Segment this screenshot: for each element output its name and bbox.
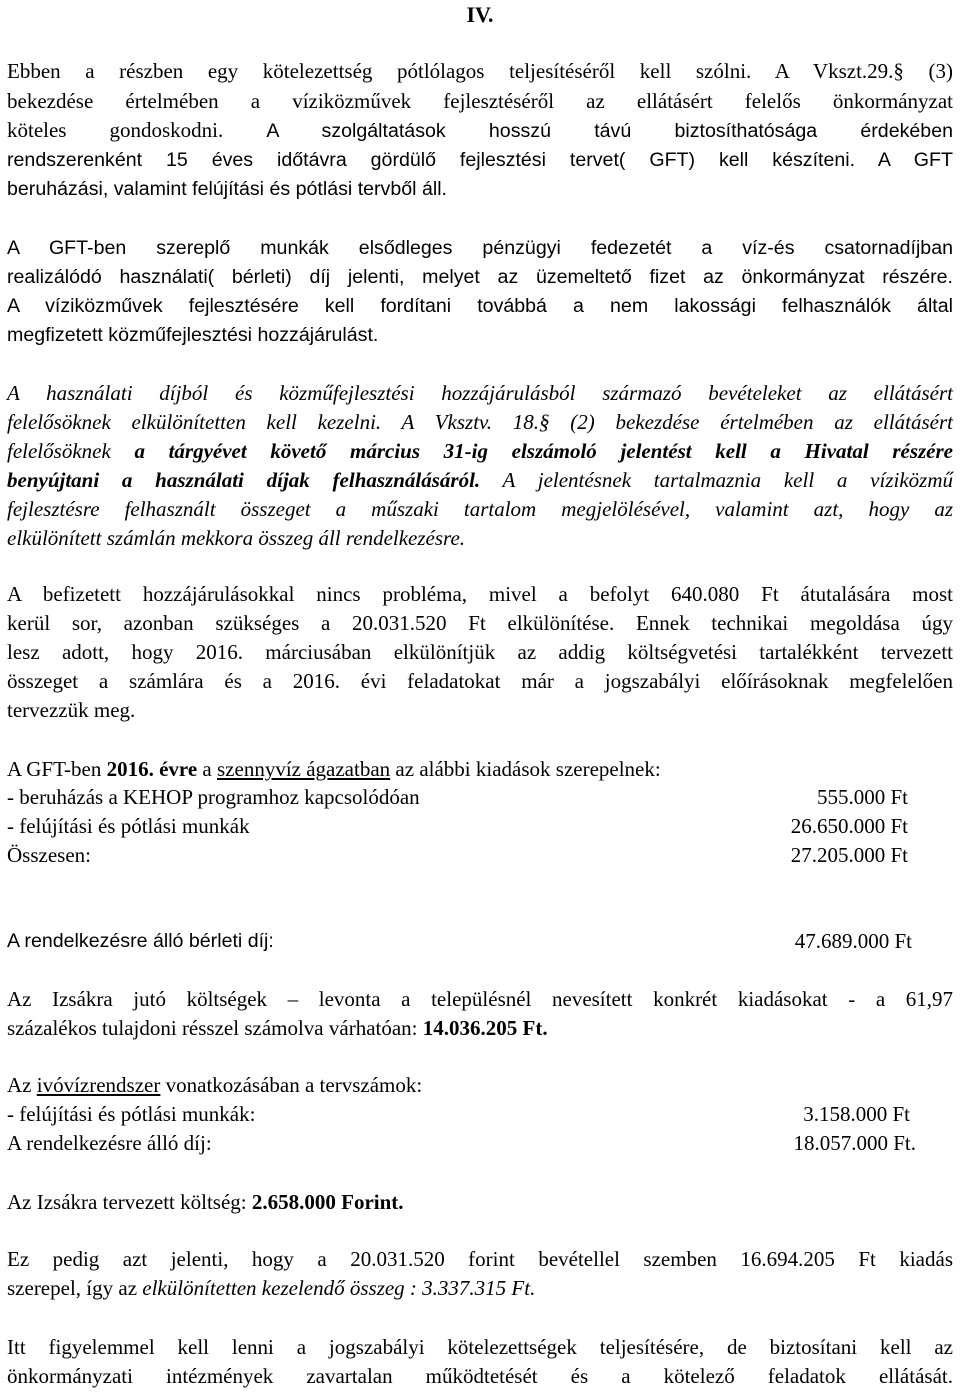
cost-row-amount: 555.000 Ft — [816, 785, 908, 809]
text-run: az alábbi kiadások szerepelnek: — [390, 757, 661, 781]
paragraph-line: elkülönített számlán mekkora összeg áll rendelkezésre. — [7, 526, 466, 550]
paragraph-line: Ez pedig azt jelenti, hogy a 20.031.520 forint bevétellel szemben 16.694.205 Ft kiadás — [7, 1247, 953, 1271]
paragraph-line — [7, 1016, 953, 1040]
cost-row-label: - beruházás a KEHOP programhoz kapcsolódóan — [7, 785, 420, 809]
available-fee-amount: 47.689.000 Ft — [794, 929, 912, 953]
paragraph-line: A GFT-ben szereplő munkák elsődleges pénzügyi fedezetét a víz-és csatornadíjban — [7, 237, 953, 259]
paragraph-line: Ebben a részben egy kötelezettség pótlólagos teljesítéséről kell szólni. A Vkszt.29.§ (3) — [7, 59, 953, 83]
paragraph-line — [7, 1276, 953, 1300]
gft-2016-intro — [7, 757, 953, 781]
paragraph-line: rendszerenként 15 éves időtávra gördülő fejlesztési tervet( GFT) kell készíteni. A GFT — [7, 149, 953, 171]
cost-row-label: - felújítási és pótlási munkák — [7, 814, 250, 838]
text-run: felelősöknek — [7, 439, 135, 463]
cost-row-amount: 3.158.000 Ft — [803, 1102, 910, 1126]
paragraph-line: A víziközművek fejlesztésére kell fordítani továbbá a nem lakossági felhasználók által — [7, 295, 953, 317]
paragraph-line: önkormányzati intézmények zavartalan működtetését és a kötelező feladatok ellátását. — [7, 1364, 953, 1388]
text-run-bold: a tárgyévet követő március 31-ig elszámoló jelentést kell a Hivatal részére — [134, 439, 953, 463]
text-run: Az Izsákra tervezett költség: — [7, 1190, 252, 1214]
izsak-planned-cost — [7, 1190, 953, 1214]
text-run-bold: benyújtani a használati díjak felhasználásáról. — [7, 468, 481, 492]
drinking-water-intro — [7, 1073, 953, 1097]
paragraph-line: kerül sor, azonban szükséges a 20.031.520 Ft elkülönítése. Ennek technikai megoldása úgy — [7, 611, 953, 635]
text-run: vonatkozásában a tervszámok: — [160, 1073, 423, 1097]
paragraph-line: A használati díjból és közműfejlesztési hozzájárulásból származó bevételeket az ellátásért — [7, 381, 953, 405]
paragraph-line: Itt figyelemmel kell lenni a jogszabályi kötelezettségek teljesítésére, de biztosítani kell az — [7, 1335, 953, 1359]
paragraph-line: tervezzük meg. — [7, 698, 136, 722]
cost-row-amount: 26.650.000 Ft — [790, 814, 908, 838]
text-run-underline: ivóvízrendszer — [36, 1073, 161, 1097]
paragraph-line — [7, 468, 953, 492]
text-run-bold: 2.658.000 Forint. — [251, 1190, 404, 1214]
paragraph-line: megfizetett közműfejlesztési hozzájárulást. — [7, 324, 379, 346]
available-fee-label: A rendelkezésre álló bérleti díj: — [7, 930, 274, 952]
text-run-bold: 2016. évre — [106, 757, 198, 781]
text-run: A GFT-ben — [7, 757, 107, 781]
cost-row-amount: 18.057.000 Ft. — [793, 1131, 916, 1155]
paragraph-line: A befizetett hozzájárulásokkal nincs probléma, mivel a befolyt 640.080 Ft átutalására most — [7, 582, 953, 606]
text-run-bold: 14.036.205 Ft. — [422, 1016, 548, 1040]
total-row-amount: 27.205.000 Ft — [790, 843, 908, 867]
text-run: A szolgáltatások hosszú távú biztosíthatósága érdekében — [266, 120, 953, 142]
cost-row-label: - felújítási és pótlási munkák: — [7, 1102, 256, 1126]
paragraph-line: Az Izsákra jutó költségek – levonta a településnél nevesített konkrét kiadásokat - a 61,97 — [7, 987, 953, 1011]
paragraph-line: beruházási, valamint felújítási és pótlási tervből áll. — [7, 178, 447, 200]
text-run: százalékos tulajdoni résszel számolva várhatóan: — [7, 1016, 423, 1040]
text-run: szerepel, így az — [7, 1276, 143, 1300]
total-row-label: Összesen: — [7, 843, 91, 867]
text-run-italic: elkülönítetten kezelendő összeg : 3.337.315 Ft. — [142, 1276, 536, 1300]
text-run-underline: szennyvíz ágazatban — [217, 757, 391, 781]
cost-row-label: A rendelkezésre álló díj: — [7, 1131, 212, 1155]
text-run: a — [197, 757, 217, 781]
text-run: Az — [7, 1073, 37, 1097]
paragraph-line — [7, 118, 953, 143]
paragraph-line: felelősöknek elkülönítetten kell kezelni. A Vksztv. 18.§ (2) bekezdése értelmében az ellátásért — [7, 410, 953, 434]
section-heading: IV. — [466, 2, 494, 27]
text-run: A jelentésnek tartalmaznia kell a víziközmű — [480, 468, 953, 492]
paragraph-line: fejlesztésre felhasznált összeget a műszaki tartalom megjelölésével, valamint azt, hogy az — [7, 497, 953, 521]
paragraph-line: lesz adott, hogy 2016. márciusában elkülönítjük az addig költségvetési tartalékként tervezett — [7, 640, 953, 664]
paragraph-line — [7, 439, 953, 463]
paragraph-line: realizálódó használati( bérleti) díj jelenti, melyet az üzemeltető fizet az önkormányzat részére. — [7, 266, 953, 288]
text-run: köteles gondoskodni. — [7, 118, 267, 142]
paragraph-line: összeget a számlára és a 2016. évi feladatokat már a jogszabályi előírásoknak megfelelően — [7, 669, 953, 693]
paragraph-line: bekezdése értelmében a víziközművek fejlesztéséről az ellátásért felelős önkormányzat — [7, 89, 953, 113]
